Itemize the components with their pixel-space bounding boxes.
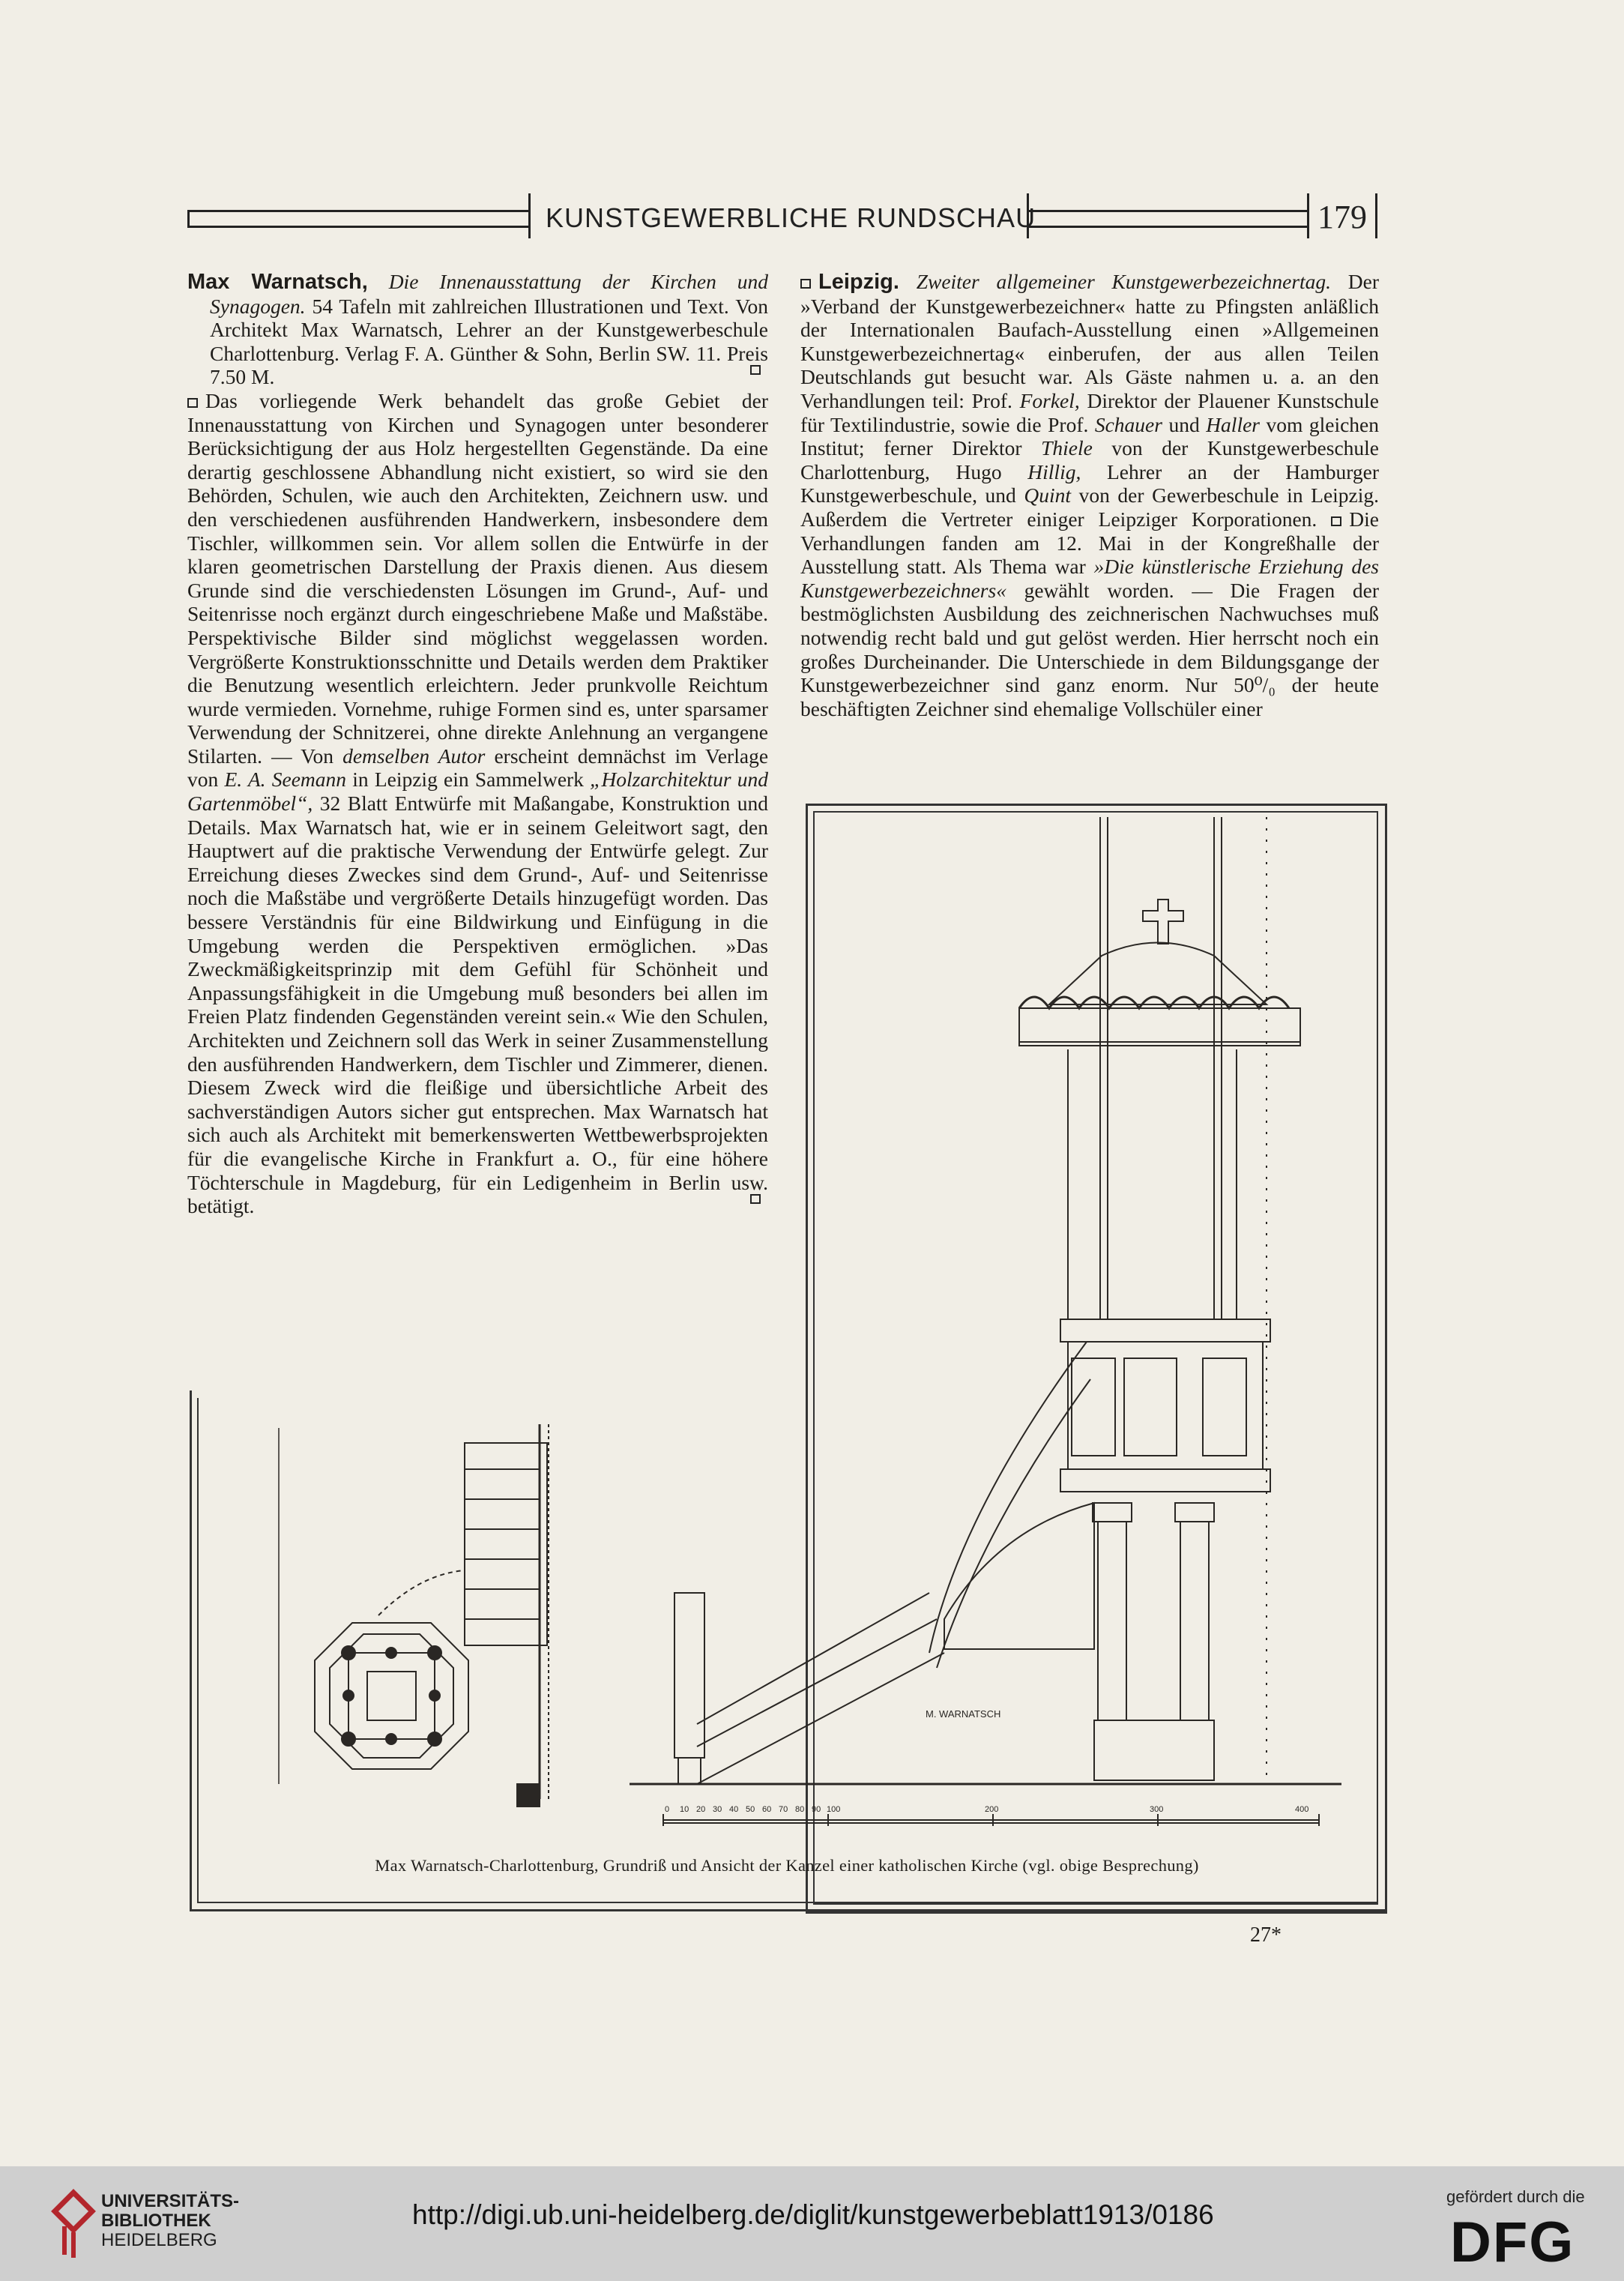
- news-place: Leipzig.: [818, 270, 899, 294]
- scale-label: 0: [665, 1805, 670, 1814]
- scale-label: 20: [696, 1805, 706, 1814]
- person-name: Quint: [1024, 483, 1072, 507]
- page-number: 179: [1317, 199, 1367, 235]
- news-text: Der »Verband der Kunstgewerbezeichner« hatte zu Pfingsten anläßlich der Internationalen Baufach-Ausstellung einen »Allgemeinen Kunstgewerbezeichnertag« einberufen, der aus allen Teilen Deutschlands gut besucht war. Als Gäste nahmen u. a. an den Verhandlungen teil: Prof.: [800, 270, 1380, 412]
- dfg-logo[interactable]: DFG: [1450, 2211, 1575, 2274]
- review-author: Max Warnatsch,: [187, 270, 368, 294]
- scale-label: 100: [827, 1805, 841, 1814]
- person-name: Thiele: [1041, 436, 1093, 460]
- library-name-line: BIBLIOTHEK: [101, 2211, 211, 2231]
- review-book-title: Die Innenausstattung der Kirchen und Synagogen.: [210, 270, 768, 318]
- scale-label: 90: [812, 1805, 821, 1814]
- review-text: 32 Blatt Entwürfe mit Maßangabe, Konstruktion und Details. Max Warnatsch hat, wie er in seinem Geleitwort sagt, den Hauptwert auf die praktische Verwendung der Entwürfe gelegt. Zur Erreichung dieses Zweckes sind dem Grund-, Auf- und Seitenrisse noch die Maßstäbe und vergrößerte Details hinzugefügt worden. Das bessere Verständnis für eine Bildwirkung und Einfügung in die Umgebung werden die Perspektiven ermöglichen. »Das Zweckmäßigkeitsprinzip mit dem Gefühl für Schönheit und Anpassungsfähigkeit in die Umgebung muß besonders bei allen im Freien Platz findenden Gegenständen vereint sein.« Wie den Schulen, Architekten und Zeichnern soll das Werk in seiner Zusammenstellung den ausführenden Handwerkern, dem Tischler und Zimmerer, dienen. Diesem Zweck wird die fleißige und übersichtliche Arbeit des sachverständigen Autors sicher gut entsprechen. Max Warnatsch hat sich auch als Architekt mit bemerkenswerten Wettbewerbsprojekten für die evangelische Kirche in Frankfurt a. O., für eine höhere Töchterschule in Magdeburg, für ein Ledigenheim in Berlin usw. betätigt.: [187, 792, 768, 1218]
- digitization-footer: [0, 2166, 1624, 2281]
- scale-label: 60: [762, 1805, 772, 1814]
- news-text: gewählt worden. — Die Fragen der bestmöglichsten Ausbildung des zeichnerischen Nachwuchses muß notwendig recht bald und gut gelöst werden. Hier herrscht noch ein großes Durcheinander. Die Unterschiede in dem Bildungsgange der Kunstgewerbezeichner sind ganz enorm. Nur 50⁰/₀ der heute beschäftigten Zeichner sind ehemalige Vollschüler einer: [800, 578, 1379, 720]
- news-text: Lehrer an der Hamburger Kunstgewerbeschule, und: [800, 459, 1380, 507]
- person-name: Schauer: [1094, 412, 1162, 436]
- permalink-url[interactable]: http://digi.ub.uni-heidelberg.de/diglit/kunstgewerbeblatt1913/0186: [412, 2199, 1214, 2230]
- pulpit-elevation-drawing: [630, 817, 1341, 1784]
- figure-caption: Max Warnatsch-Charlottenburg, Grundriß und Ansicht der Kanzel einer katholischen Kirche (vgl. obige Besprechung): [375, 1856, 1199, 1875]
- news-text: von der Gewerbeschule in Leipzig. Außerdem die Vertreter einiger Leipziger Korporationen.: [800, 483, 1380, 531]
- person-name: Haller: [1206, 412, 1260, 436]
- floor-plan-drawing: [279, 1424, 549, 1807]
- drawing-signature: M. WARNATSCH: [926, 1708, 1001, 1720]
- scale-label: 10: [680, 1805, 689, 1814]
- scale-label: 200: [985, 1805, 999, 1814]
- review-text: erscheint demnächst im Verlage von: [187, 744, 769, 792]
- news-text: von der Kunstgewerbeschule Charlottenburg, Hugo: [800, 436, 1380, 483]
- funding-note: gefördert durch die: [1446, 2187, 1585, 2206]
- signature-mark: 27*: [1250, 1923, 1282, 1947]
- congress-theme: »Die künstlerische Erziehung des Kunstgewerbezeichners«: [800, 555, 1379, 602]
- scale-label: 30: [713, 1805, 722, 1814]
- publisher-name: E. A. Seemann: [224, 768, 347, 792]
- library-name-line: UNIVERSITÄTS-: [101, 2191, 240, 2211]
- review-text: in Leipzig ein Sammelwerk: [352, 768, 584, 792]
- library-name[interactable]: [101, 2192, 239, 2250]
- scale-label: 80: [795, 1805, 805, 1814]
- news-text: vom gleichen Institut; ferner Direktor: [800, 412, 1380, 460]
- news-title: Zweiter allgemeiner Kunstgewerbezeichnertag.: [916, 270, 1332, 293]
- scale-bar: [663, 1814, 1319, 1826]
- journal-title: KUNSTGEWERBLICHE RUNDSCHAU: [546, 202, 1036, 233]
- library-logo-icon: [51, 2189, 96, 2260]
- scale-labels: [665, 1805, 1308, 1814]
- library-name-line: HEIDELBERG: [101, 2230, 217, 2250]
- review-text: Das vorliegende Werk behandelt das große Gebiet der Innenausstattung von Kirchen und Synagogen unter besonderer Berücksichtigung der aus Holz hergestellten Gegenstände. Da eine derartig geschlossene Abhandlung nicht existiert, so wird sie den Behörden, Schulen, wie auch den Architekten, Zeichnern usw. und den verschiedenen ausführenden Handwerkern, insbesondere dem Tischler, willkommen sein. Vor allem sollen die Entwürfe in der klaren geometrischen Darstellung der Praxis dienen. Aus diesem Grunde sind die verschiedensten Lösungen im Grund-, Auf- und Seitenrisse noch ergänzt durch eingeschriebene Maße und Maßstäbe. Perspektivische Bilder sind möglichst weggelassen worden. Vergrößerte Konstruktionsschnitte und Details werden dem Praktiker die Benutzung wesentlich erleichtern. Jeder prunkvolle Reichtum wurde vermieden. Vornehme, ruhige Formen sind es, unter sparsamer Verwendung der Schnitzerei, ohne direkte Anlehnung an vergangene Stilarten. — Von: [187, 388, 768, 768]
- scale-label: 70: [779, 1805, 788, 1814]
- news-text: Die Verhandlungen fanden am 12. Mai in der Kongreßhalle der Ausstellung statt. Als Thema war: [800, 507, 1379, 579]
- author-reference: demselben Autor: [342, 744, 486, 768]
- scale-label: 40: [729, 1805, 739, 1814]
- news-text: und: [1168, 412, 1200, 436]
- person-name: Hillig,: [1027, 459, 1081, 483]
- scale-label: 50: [746, 1805, 755, 1814]
- collection-title: „Holzarchitektur und Gartenmöbel“,: [187, 768, 769, 816]
- review-book-details: 54 Tafeln mit zahlreichen Illustrationen und Text. Von Architekt Max Warnatsch, Lehrer an der Kunstgewerbeschule Charlottenburg. Verlag F. A. Günther & Sohn, Berlin SW. 11. Preis 7.50 M.: [210, 294, 769, 389]
- person-name: Forkel,: [1019, 388, 1080, 412]
- scale-label: 400: [1295, 1805, 1309, 1814]
- scale-label: 300: [1150, 1805, 1164, 1814]
- news-text: Direktor der Plauener Kunstschule für Textilindustrie, sowie die Prof.: [800, 388, 1379, 436]
